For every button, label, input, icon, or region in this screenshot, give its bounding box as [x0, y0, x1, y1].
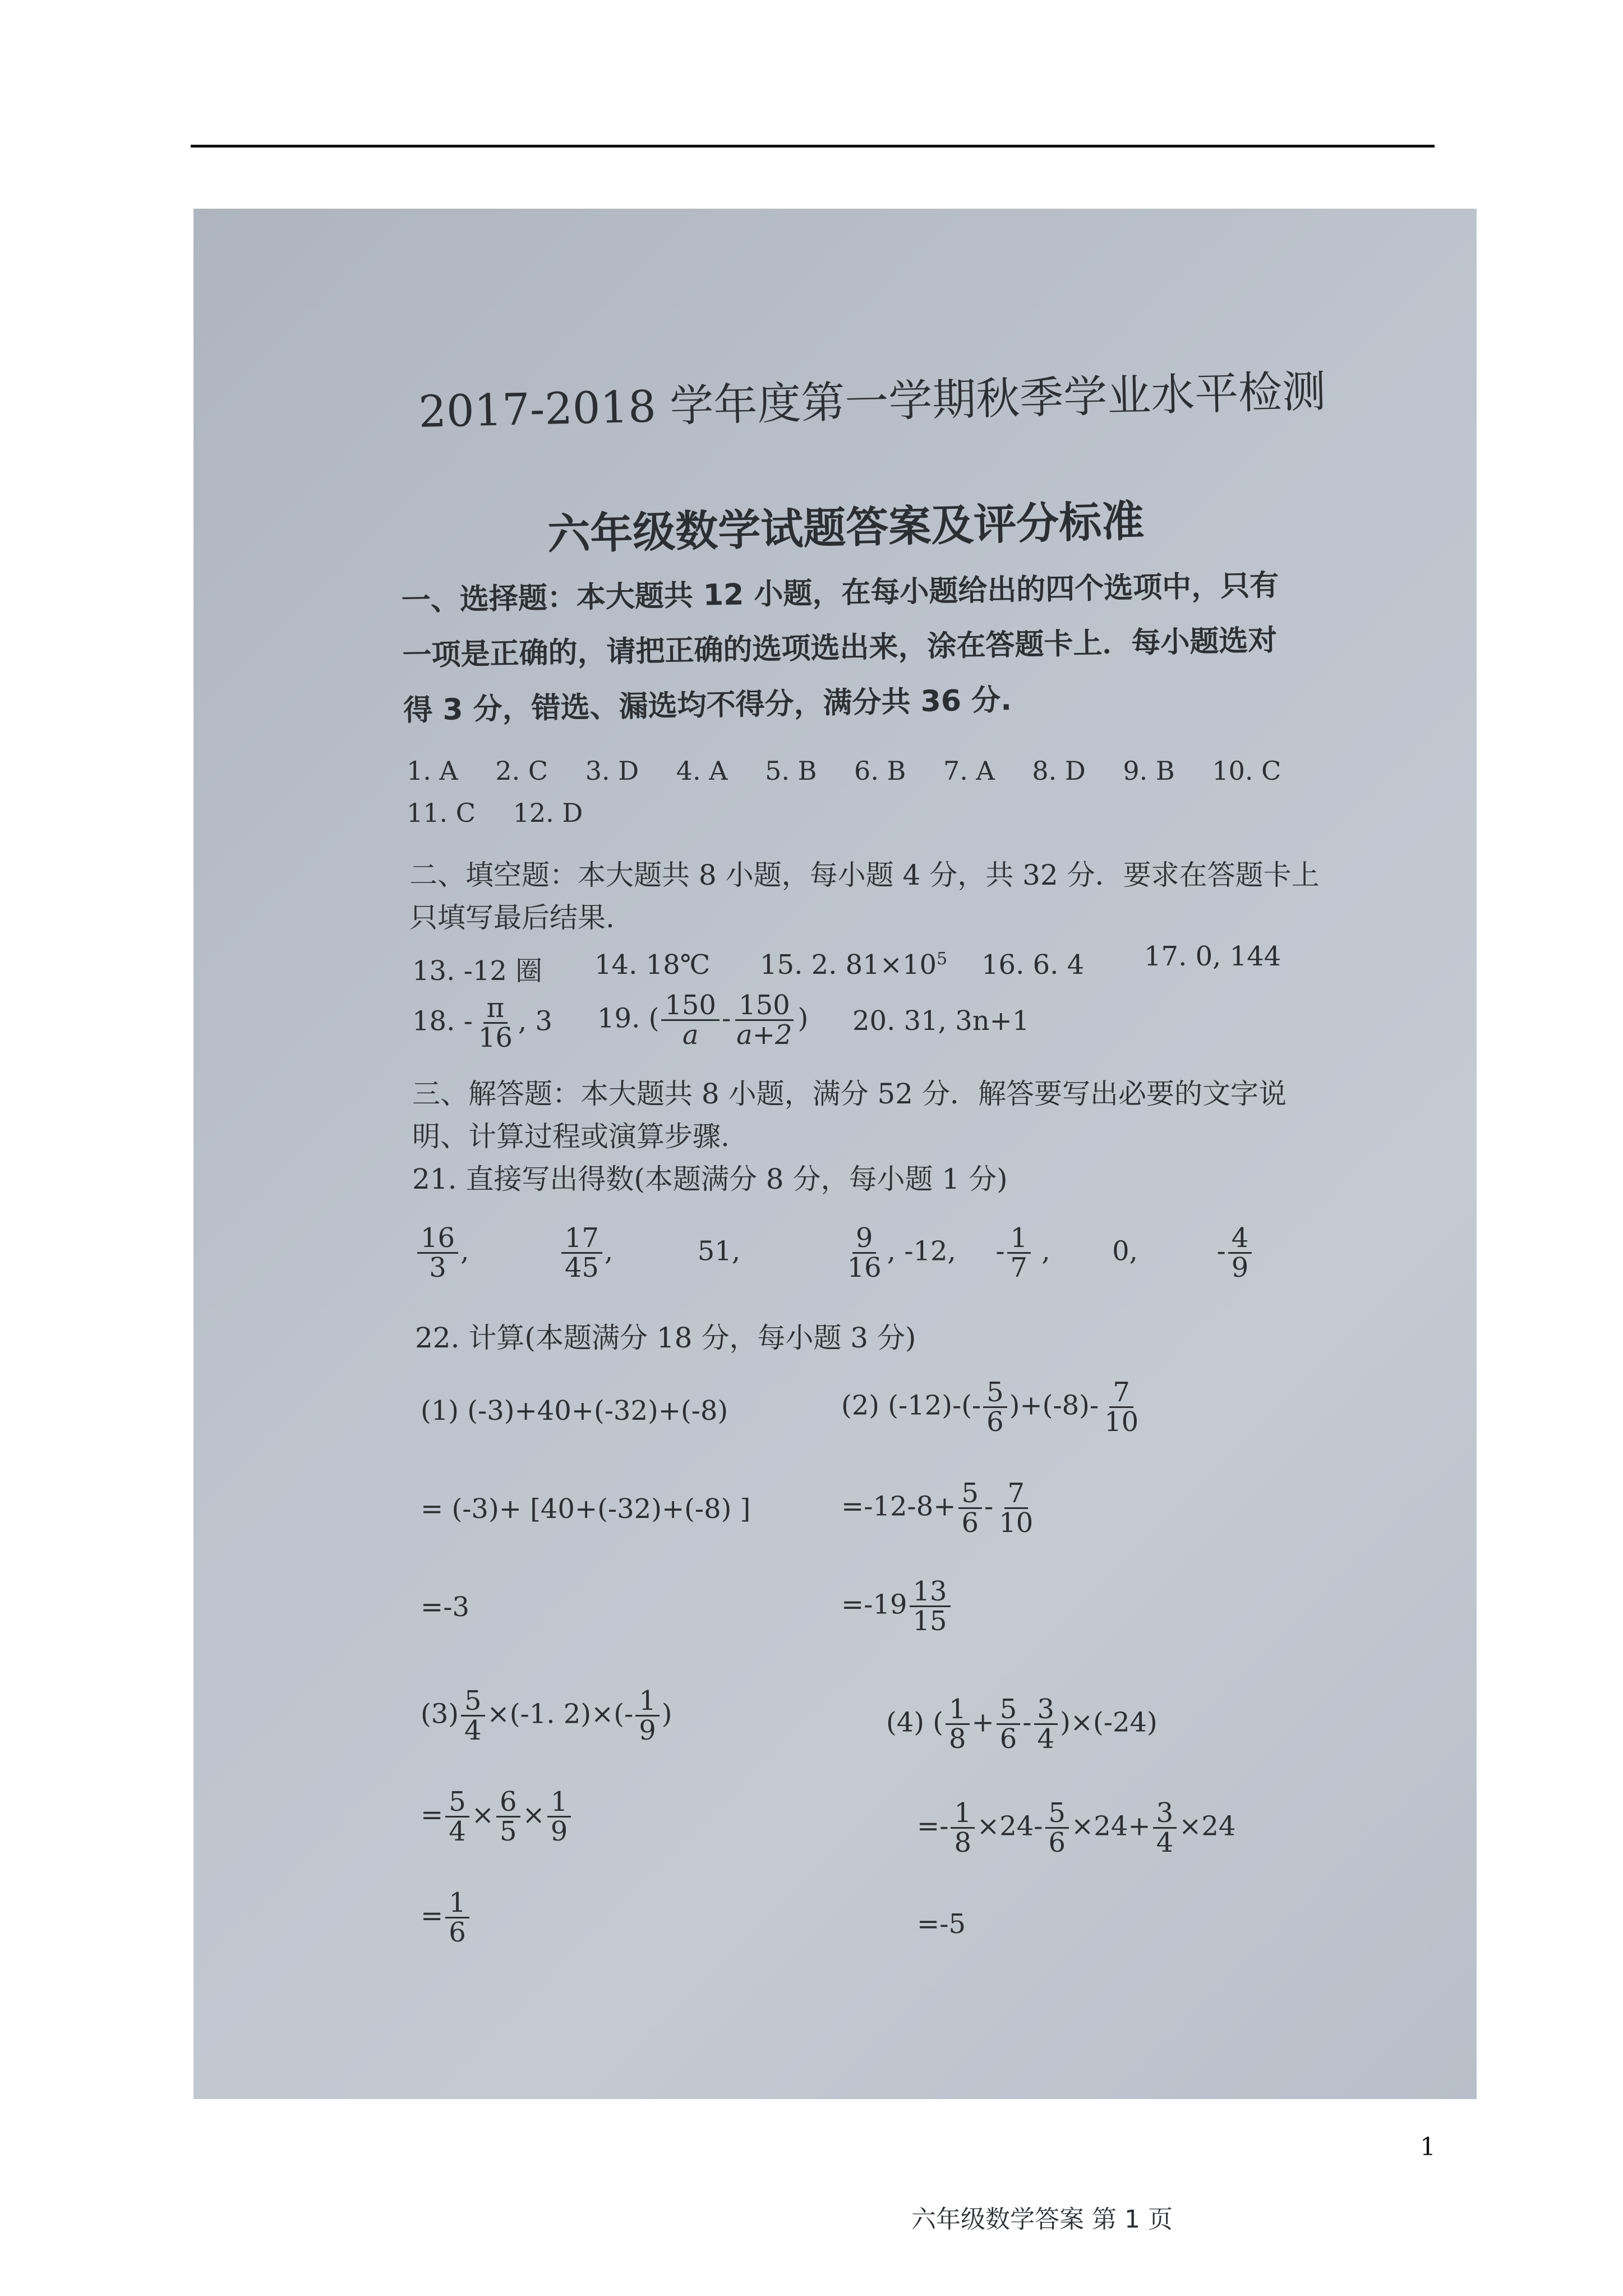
scanned-answer-sheet	[193, 209, 1477, 2234]
answer-item: 7. A	[943, 756, 995, 786]
q22-p2-line2: =-12-8+ $\frac{5}{6}$ - $\frac{7}{10}$	[841, 1478, 1034, 1539]
q22-p2-line1: (2) (-12)-(- $\frac{5}{6}$ )+(-8)- $\frac{7}{10}$	[841, 1377, 1139, 1438]
q22-p3-line3: = $\frac{1}{6}$	[421, 1889, 472, 1947]
fill-answer-20: 20. 31, 3n+1	[852, 1005, 1030, 1037]
fill-answer-17: 17. 0, 144	[1144, 941, 1281, 972]
section2-line: 二、填空题：本大题共 8 小题，每小题 4 分，共 32 分．要求在答题卡上	[409, 859, 1320, 891]
answer-item: 8. D	[1032, 756, 1086, 786]
q22-p4-line1: (4) ( $\frac{1}{8}$ + $\frac{5}{6}$ - $\frac{3}{4}$ )×(-24)	[886, 1694, 1158, 1755]
answer-item: 4. A	[676, 756, 728, 786]
section3-line: 明、计算过程或演算步骤.	[412, 1120, 730, 1153]
section3-line: 三、解答题：本大题共 8 小题，满分 52 分．解答要写出必要的文字说	[412, 1078, 1287, 1110]
document-subtitle: 六年级数学试题答案及评分标准	[547, 495, 1145, 559]
section1-instructions	[401, 558, 1281, 738]
section3-instructions	[412, 1073, 1287, 1158]
question21-answers: $\frac{16}{3}$ , $\frac{17}{45}$ , 51, $\frac{9}{16}$ , -12, - $\frac{1}{7}$ , 0, - $\frac{4}{9}$	[415, 1224, 1254, 1282]
answer-item: 10. C	[1212, 756, 1281, 786]
answer-item: 6. B	[854, 756, 906, 786]
document-title: 2017-2018 学年度第一学期秋季学业水平检测	[418, 366, 1327, 438]
page-number: 1	[1420, 2133, 1436, 2161]
answer-item: 11. C	[407, 798, 476, 828]
q22-p4-line3: =-5	[917, 1908, 966, 1940]
fill-answer-13: 13. -12 圈	[412, 955, 543, 987]
answer-item: 3. D	[585, 756, 639, 786]
q22-p1-line1: (1) (-3)+40+(-32)+(-8)	[421, 1395, 728, 1427]
answer-item: 5. B	[765, 756, 817, 786]
fill-answer-18: 18. - $\frac{\pi}{16}$ , 3	[412, 992, 552, 1054]
q22-p3-line2: = $\frac{5}{4}$ × $\frac{6}{5}$ × $\frac{1}{9}$	[421, 1788, 573, 1846]
q22-p1-line3: =-3	[421, 1591, 469, 1623]
header-rule	[191, 145, 1435, 148]
section2-instructions	[409, 854, 1320, 939]
section1-line: 得 3 分，错选、漏选均不得分，满分共 36 分.	[403, 683, 1012, 728]
fill-answer-19: 19. ( $\frac{150}{a}$ - $\frac{150}{a+2}$ )	[597, 990, 809, 1051]
fill-answer-15: 15. 2. $81\times 10^5$	[760, 949, 948, 981]
choice-answers-row2	[407, 798, 612, 828]
q22-p4-line2: =- $\frac{1}{8}$ ×24- $\frac{5}{6}$ ×24+ $\frac{3}{4}$ ×24	[917, 1797, 1236, 1859]
choice-answers-row1	[407, 756, 1310, 786]
section2-line: 只填写最后结果.	[409, 901, 615, 934]
answer-item: 12. D	[513, 798, 583, 828]
answer-item: 2. C	[495, 756, 548, 786]
sheet-footer: 六年级数学答案 第 1 页	[911, 2205, 1173, 2234]
answer-item: 9. B	[1123, 756, 1175, 786]
section1-line: 一、选择题：本大题共 12 小题，在每小题给出的四个选项中，只有	[401, 568, 1279, 618]
question22-title: 22. 计算(本题满分 18 分，每小题 3 分)	[415, 1322, 916, 1354]
section1-line: 一项是正确的，请把正确的选项选出来，涂在答题卡上．每小题选对	[402, 623, 1278, 673]
question21-title: 21. 直接写出得数(本题满分 8 分，每小题 1 分)	[412, 1163, 1008, 1195]
fill-answer-16: 16. 6. 4	[981, 949, 1085, 981]
answer-item: 1. A	[407, 756, 458, 786]
q22-p2-line3: =-19 $\frac{13}{15}$	[841, 1577, 953, 1636]
fill-answer-14: 14. 18℃	[594, 949, 711, 981]
q22-p3-line1: (3) $\frac{5}{4}$ ×(-1. 2)×(- $\frac{1}{9}$ )	[421, 1685, 672, 1747]
q22-p1-line2: = (-3)+ [40+(-32)+(-8) ]	[421, 1493, 751, 1525]
